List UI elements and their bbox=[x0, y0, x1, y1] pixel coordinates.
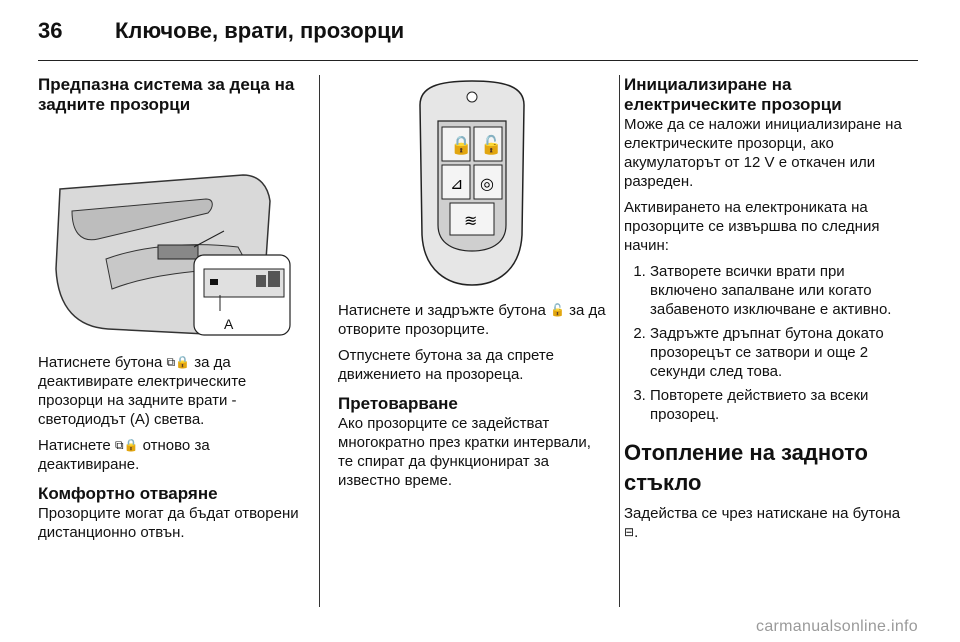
unlock-icon: 🔓 bbox=[480, 135, 503, 155]
rear-defrost-icon: ⊟ bbox=[624, 525, 635, 539]
text-span: отново за деактивиране. bbox=[38, 437, 210, 473]
text-span: Натиснете бутона bbox=[38, 354, 167, 371]
page-title: Ключове, врати, прозорци bbox=[115, 18, 405, 43]
paragraph-child-lock-2 bbox=[38, 436, 306, 474]
panic-icon: ◎ bbox=[480, 176, 494, 193]
text-span: Натиснете и задръжте бутона bbox=[338, 302, 551, 319]
child-lock-icon: ⧉🔒 bbox=[114, 438, 139, 452]
list-item: 3. Повторете действието за всеки прозорец. bbox=[650, 386, 910, 424]
paragraph-overload: Ако прозорците се задействат многократно през кратки интервали, те спират да функционират за известно време. bbox=[338, 415, 591, 489]
remote-start-icon: ≋ bbox=[464, 213, 478, 230]
column-divider-1 bbox=[319, 75, 320, 607]
page-number: 36 bbox=[38, 18, 63, 43]
paragraph-comfort-opening: Прозорците могат да бъдат отворени дистанционно отвън. bbox=[38, 505, 299, 541]
door-panel-illustration bbox=[38, 129, 300, 339]
text-span: . bbox=[634, 524, 639, 541]
column-divider-2 bbox=[619, 75, 620, 607]
page-header bbox=[38, 14, 918, 60]
paragraph-rear-defrost bbox=[624, 504, 910, 542]
column-3 bbox=[624, 75, 910, 549]
watermark: carmanualsonline.info bbox=[756, 618, 918, 635]
text-span: за да отворите прозорците. bbox=[338, 302, 606, 338]
steps-list bbox=[624, 262, 910, 424]
subsection-heading-overload: Претоварване bbox=[338, 394, 458, 413]
list-item: 2. Задръжте дръпнат бутона докато прозорецът се затвори и още 2 секунди след това. bbox=[650, 324, 910, 381]
callout-label-a: A bbox=[224, 316, 234, 332]
column-2 bbox=[338, 75, 606, 497]
section-heading-initialization: Инициализиране на електрическите прозорци bbox=[624, 75, 842, 114]
section-heading-child-lock: Предпазна система за деца на задните прозорци bbox=[38, 75, 295, 114]
section-heading-rear-defrost: Отопление на задното стъкло bbox=[624, 440, 868, 495]
paragraph-hold-button bbox=[338, 301, 606, 339]
text-span: Задейства се чрез натискане на бутона bbox=[624, 505, 901, 522]
child-lock-icon: ⧉🔒 bbox=[166, 355, 191, 369]
subsection-heading-comfort-opening: Комфортно отваряне bbox=[38, 484, 218, 503]
trunk-icon: ⊿ bbox=[450, 176, 464, 193]
paragraph-release-button: Отпуснете бутона за да спрете движението на прозореца. bbox=[338, 347, 554, 383]
list-item: 1. Затворете всички врати при включено запалване или когато забавеното изключване е активно. bbox=[650, 262, 910, 319]
paragraph-child-lock-1 bbox=[38, 353, 306, 429]
lock-icon: 🔒 bbox=[450, 135, 473, 155]
header-rule bbox=[38, 60, 918, 61]
unlock-icon: 🔓 bbox=[550, 303, 565, 317]
paragraph-initialization-2: Активирането на електрониката на прозорците се извършва по следния начин: bbox=[624, 199, 880, 254]
text-span: Натиснете bbox=[38, 437, 115, 454]
paragraph-initialization-1: Може да се наложи инициализиране на електрическите прозорци, ако акумулаторът от 12 V е откачен или разреден. bbox=[624, 116, 902, 190]
text-span: за да деактивирате електрическите прозорци на задните врати - светодиодът (A) светва. bbox=[38, 354, 247, 428]
key-fob-illustration bbox=[338, 75, 606, 290]
column-1 bbox=[38, 75, 306, 549]
